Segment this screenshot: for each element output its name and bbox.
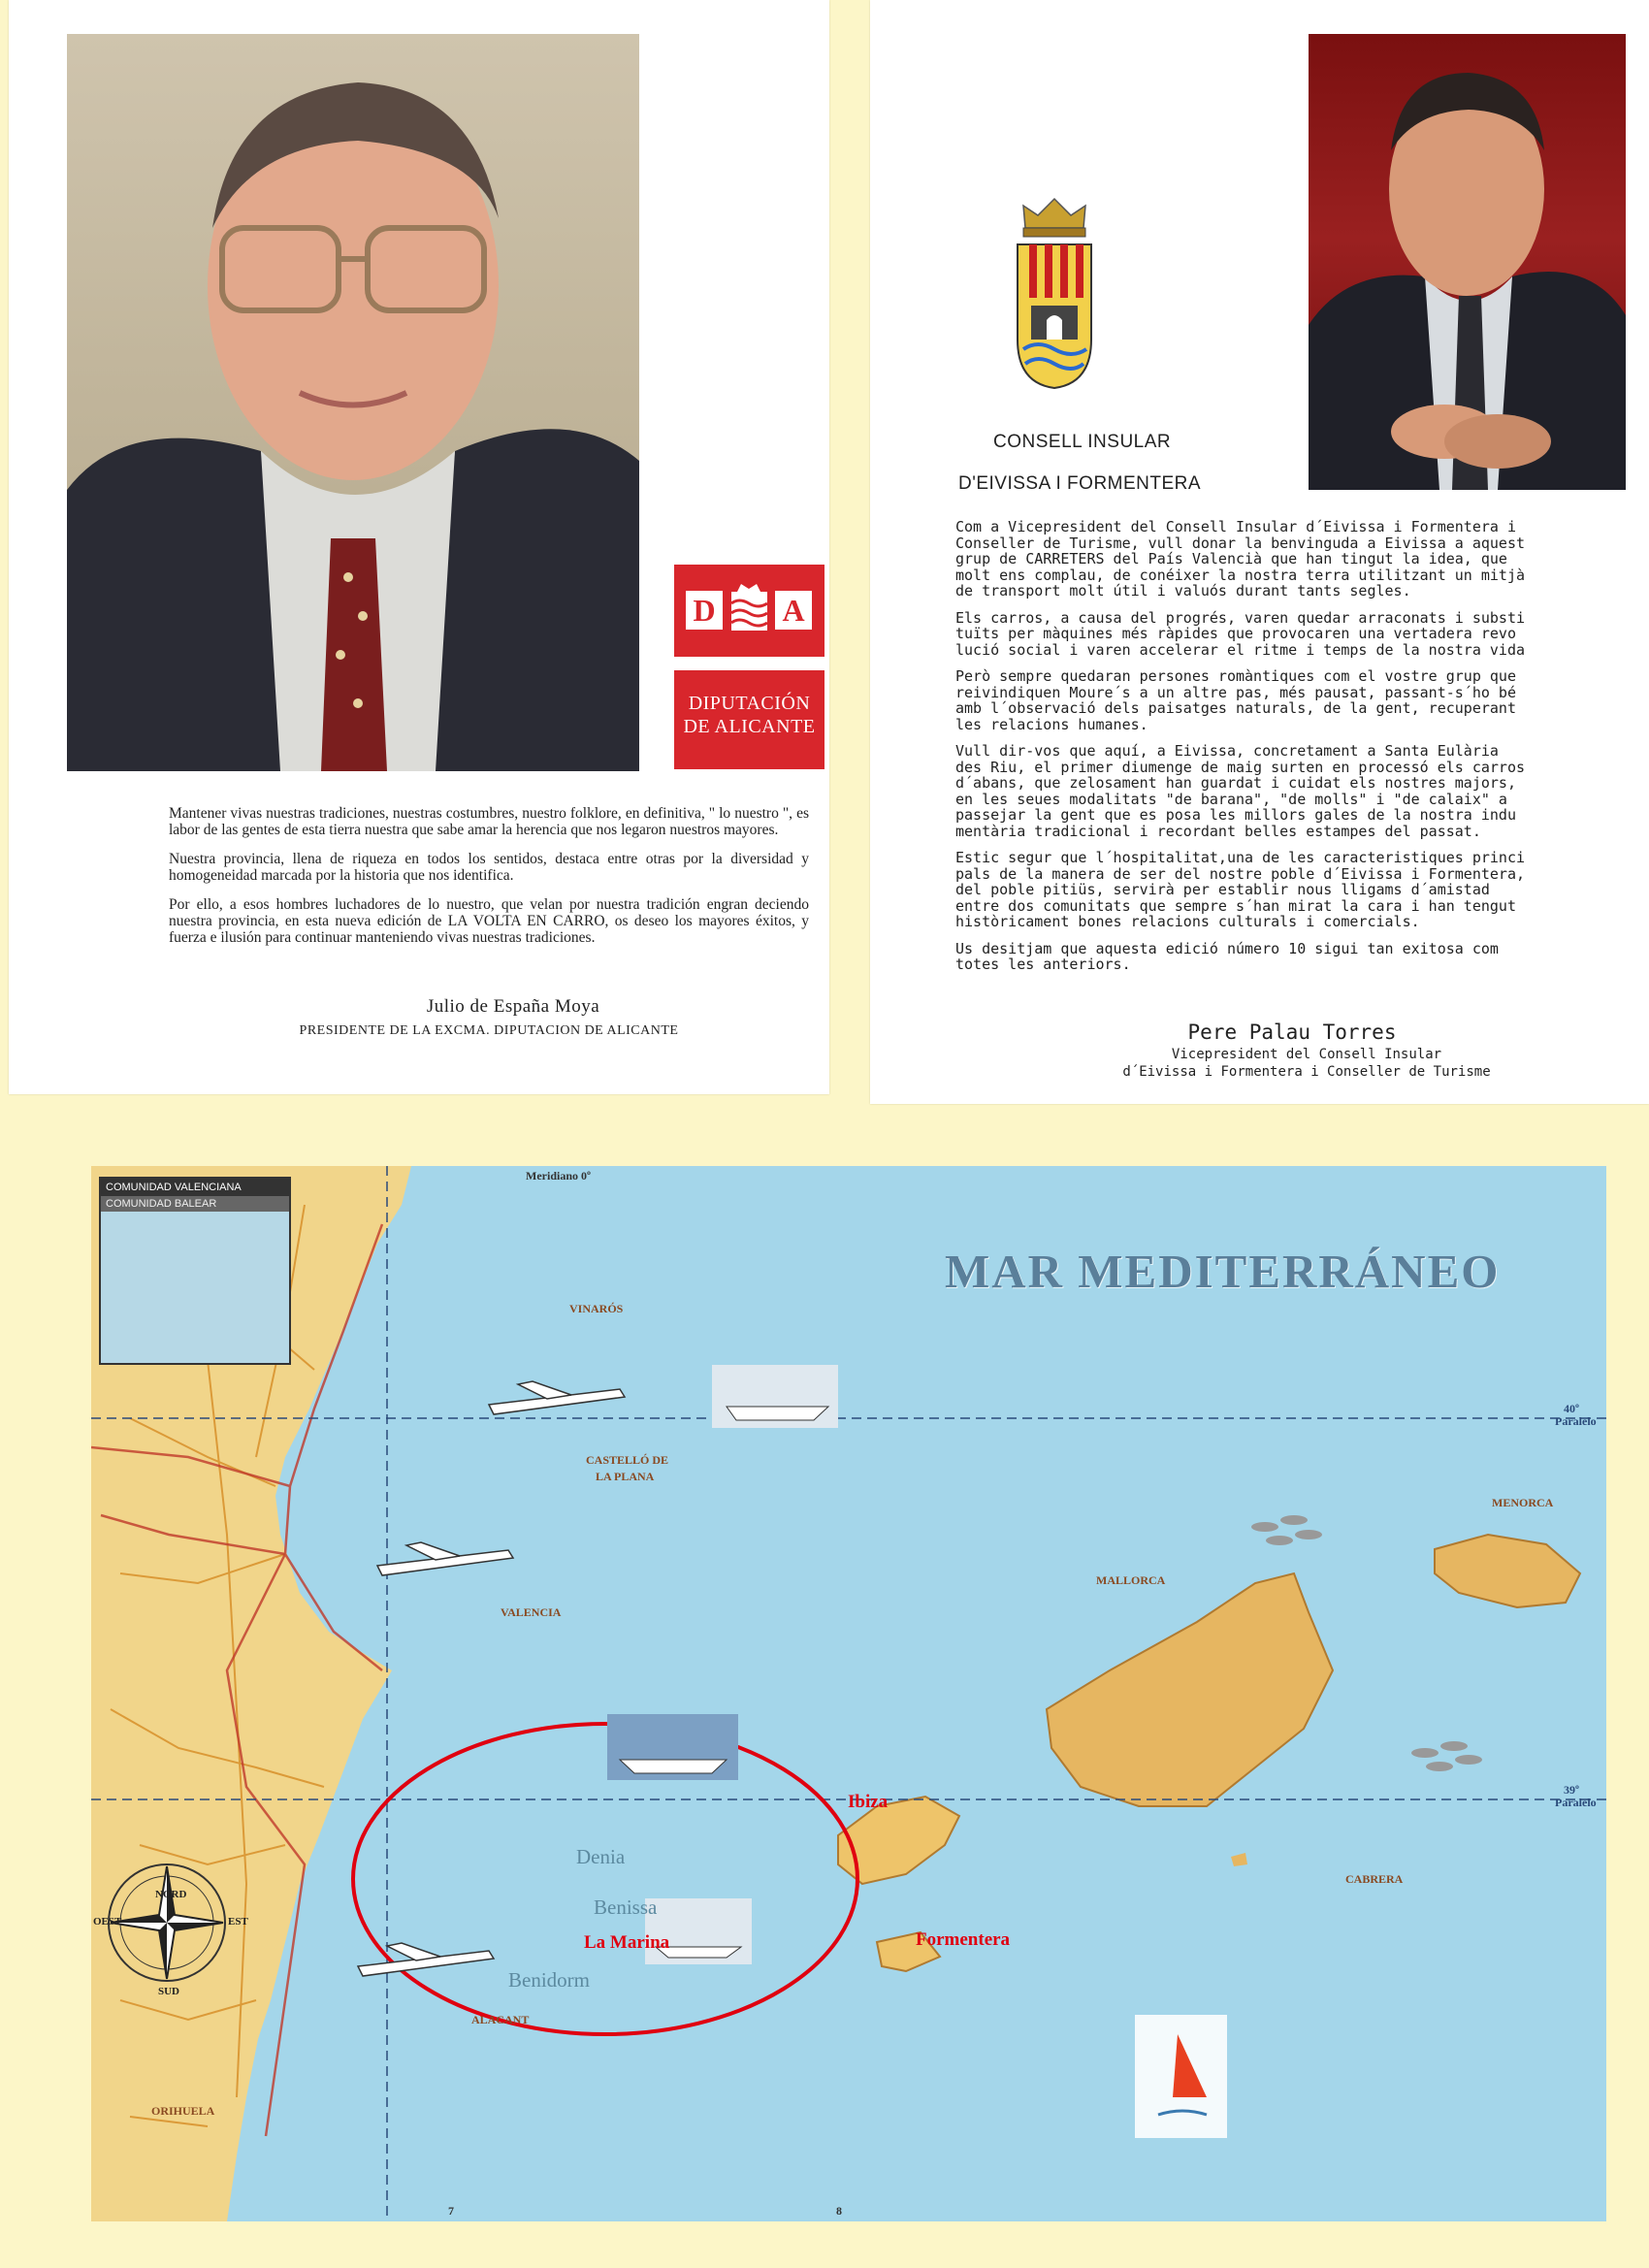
label-benidorm: Benidorm <box>508 1968 590 1992</box>
president-portrait <box>67 34 639 771</box>
label-ibiza: Ibiza <box>848 1792 889 1812</box>
logo-emblem-icon <box>728 584 771 637</box>
left-paragraph: Por ello, a esos hombres luchadores de lo nuestro, que velan por nuestra tradición engran deciendo nuestra provincia, en esta nueva edición de LA VOLTA EN CARRO, os deseo los mayores éxitos, y fuerza e ilusión para continuar manteniendo vivas nuestras tradiciones. <box>169 896 809 946</box>
label-la-marina: La Marina <box>584 1932 670 1953</box>
parallel-39-label: 39º <box>1564 1783 1579 1797</box>
left-page <box>9 0 829 1094</box>
label-denia: Denia <box>576 1845 626 1868</box>
city-menorca: MENORCA <box>1492 1496 1554 1509</box>
map-legend <box>99 1177 291 1365</box>
logo-letter-d: D <box>686 591 723 630</box>
left-paragraph: Nuestra provincia, llena de riqueza en todos los sentidos, destaca entre otras por la diversidad y homogeneidad marcada por la historia que nos identifica. <box>169 851 809 884</box>
airplane-icon <box>358 1381 625 1976</box>
page-number: 8 <box>836 2204 842 2218</box>
meridian-label: Meridiano 0º <box>526 1169 591 1183</box>
left-signature-title: PRESIDENTE DE LA EXCMA. DIPUTACION DE ALICANTE <box>299 1023 679 1038</box>
compass-east: EST <box>228 1916 248 1928</box>
map-drawing <box>91 1166 1606 2221</box>
city-castello: CASTELLÓ DE <box>586 1453 669 1467</box>
left-signature-name: Julio de España Moya <box>426 996 600 1017</box>
parallel-word-label: Paralelo <box>1555 1796 1597 1809</box>
logo-name: DIPUTACIÓN DE ALICANTE <box>674 670 824 769</box>
legend-valenciana: COMUNIDAD VALENCIANA <box>101 1179 289 1196</box>
diputacion-logo <box>674 565 824 769</box>
right-signature-title: Vicepresident del Consell Insular <box>1171 1047 1442 1062</box>
route-map <box>91 1166 1606 2221</box>
compass-north: NORD <box>155 1889 187 1900</box>
compass-south: SUD <box>158 1986 180 1997</box>
left-paragraph: Mantener vivas nuestras tradiciones, nuestras costumbres, nuestro folklore, en definitiva, " lo nuestro ", es labor de las gentes de esta tierra nuestra que sabe amar la herencia que nos legaron nuestros mayores. <box>169 805 809 838</box>
right-paragraph: Vull dir-vos que aquí, a Eivissa, concretament a Santa Eulària des Riu, el primer diumenge de maig surten en processó els carros d´abans, que zelosament han guardat i cuidat els nostres majors, en les seues modalitats "de barana", "de molls" i "de calaix" a passejar la gent que es posa les millors gales de la nostra indu mentària tradicional i recordant belles estampes del passat. <box>955 742 1525 840</box>
city-cabrera: CABRERA <box>1345 1872 1404 1886</box>
city-valencia: VALENCIA <box>501 1605 562 1619</box>
city-mallorca: MALLORCA <box>1096 1573 1166 1587</box>
right-signature-name: Pere Palau Torres <box>1187 1021 1397 1044</box>
compass-rose-icon <box>109 1864 225 1981</box>
page-number: 7 <box>448 2204 454 2218</box>
right-signature-title: d´Eivissa i Formentera i Conseller de Turisme <box>1122 1064 1491 1080</box>
right-paragraph: Us desitjam que aquesta edició número 10 sigui tan exitosa com totes les anteriors. <box>955 939 1499 973</box>
right-paragraph: Però sempre quedaran persones romàntiques com el vostre grup que reivindiquen Moure´s a un altre pas, més pausat, passant-s´ho bé amb l´observació dels paisatges naturals, de la gent, recuperant les relacions humanes. <box>955 667 1516 733</box>
legend-balear: COMUNIDAD BALEAR <box>101 1196 289 1212</box>
city-castello: LA PLANA <box>596 1470 655 1483</box>
left-message <box>169 805 809 958</box>
compass-west: OEST <box>93 1916 122 1928</box>
right-paragraph: Els carros, a causa del progrés, varen quedar arraconats i substi tuïts per màquines més ràpides que provocaren una vertadera revo lució social i varen accelerar el ritme i temps de la nostra vida <box>955 608 1525 659</box>
sea-title: MAR MEDITERRÁNEO <box>945 1245 1501 1298</box>
label-benissa: Benissa <box>594 1895 658 1919</box>
parallel-40-label: 40º <box>1564 1402 1579 1415</box>
logo-letter-a: A <box>775 591 812 630</box>
right-paragraph: Estic segur que l´hospitalitat,una de les caracteristiques princi pals de la manera de ser del nostre poble d´Eivissa i Formentera, del poble pitiüs, servirà per establir nous lligams d´amistad entre dos comunitats que sempre s´han mirat la cara i han tengut històricament bones relacions culturals i comercials. <box>955 849 1525 930</box>
parallel-word-label: Paralelo <box>1555 1414 1597 1428</box>
right-message <box>955 519 1625 984</box>
city-vinaros: VINARÓS <box>569 1302 624 1315</box>
windsurfer-icon <box>1135 2015 1227 2138</box>
coat-of-arms-icon <box>1014 194 1096 393</box>
right-paragraph: Com a Vicepresident del Consell Insular d´Eivissa i Formentera i Conseller de Turisme, vull donar la benvinguda a Eivissa a aquest grup de CARRETERS del País Valencià que han tingut la idea, que molt ens complau, de conéixer la nostra terra utilitzant un mitjà de transport molt útil i valuós durant tants segles. <box>955 518 1525 599</box>
right-page <box>870 0 1649 1104</box>
city-alacant: ALACANT <box>471 2013 530 2026</box>
vicepresident-portrait <box>1309 34 1626 490</box>
city-orihuela: ORIHUELA <box>151 2104 215 2118</box>
label-formentera: Formentera <box>916 1929 1011 1950</box>
institution-region: D'EIVISSA I FORMENTERA <box>958 473 1202 494</box>
institution-name: CONSELL INSULAR <box>993 432 1172 452</box>
